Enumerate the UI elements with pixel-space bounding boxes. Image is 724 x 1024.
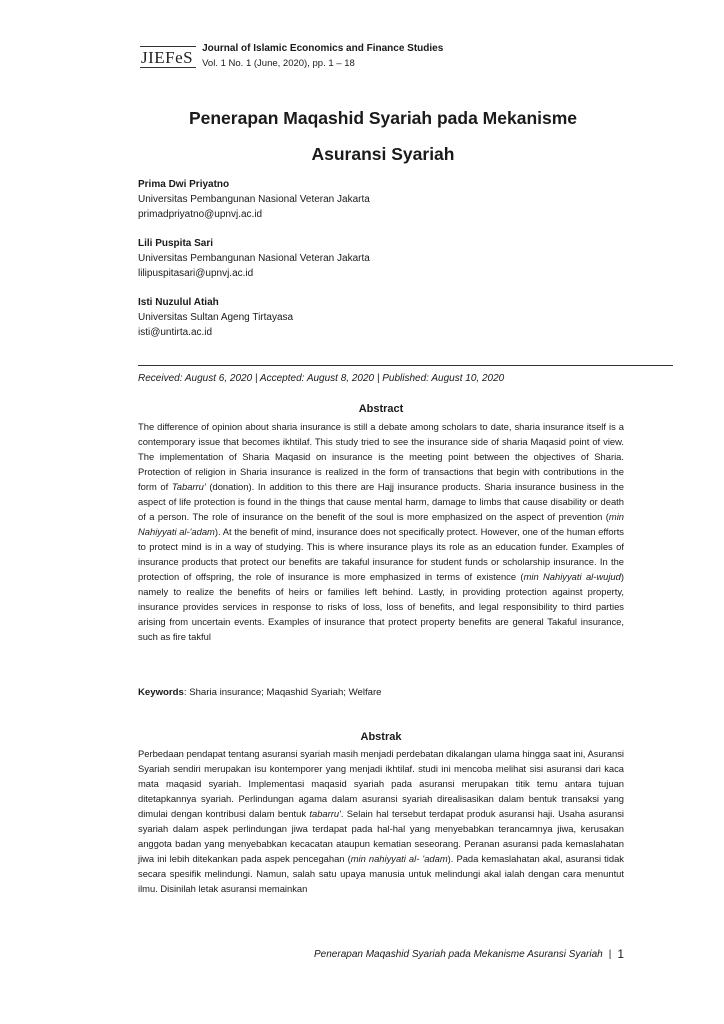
abstract-italic-term: min Nahiyyati al-'adam	[138, 511, 624, 537]
author-affiliation: Universitas Sultan Ageng Tirtayasa	[138, 312, 294, 323]
journal-name: Journal of Islamic Economics and Finance Studies	[202, 43, 444, 54]
author-email: primadpriyatno@upnvj.ac.id	[138, 209, 263, 220]
title-line-2: Asuransi Syariah	[311, 144, 455, 164]
abstract-text-part: ) namely to realize the benefits of heirs or families left behind. Lastly, in providing protection against property, insurance provides services in response to risks of loss, loss of benefits, and legal responsibility to third parties arising from uncertain events. Examples of insurance that protect property benefits are general Takaful insurance, such as fire takful	[138, 571, 624, 642]
abstrak-text-part: Perbedaan pendapat tentang asuransi syariah masih menjadi perdebatan dikalangan ulama hingga saat ini, Asuransi Syariah sendiri merupakan isu kontemporer yang menjadi ikhtilaf. studi ini mencoba melihat sisi asuransi dari kaca mata maqasid syariah. Implementasi maqasid syariah pada asuransi merupakan titik temu antara tujuan ditetapkannya syariah. Perlindungan agama dalam asuransi syariah direalisasikan dalam bentuk transaksi yang dimulai dengan kontribusi dalam bentuk	[138, 748, 624, 819]
author-affiliation: Universitas Pembangunan Nasional Veteran Jakarta	[138, 194, 370, 205]
abstract-text-part: The difference of opinion about sharia insurance is still a debate among scholars to date, sharia insurance itself is a contemporary issue that becomes ikhtilaf. This study tried to see the insurance side of sharia Maqasid point of view. The implementation of Sharia Maqasid on insurance is the meeting point between the objectives of Sharia. Protection of religion in Sharia insurance is realized in the form of transactions that begin with contributions in the form of	[138, 421, 624, 492]
keywords-line	[138, 687, 382, 698]
author-name: Prima Dwi Priyatno	[138, 179, 230, 190]
author-email: isti@untirta.ac.id	[138, 327, 213, 338]
journal-volume: Vol. 1 No. 1 (June, 2020), pp. 1 – 18	[202, 58, 355, 69]
abstrak-text	[138, 746, 624, 896]
author-block	[138, 177, 370, 222]
journal-info	[202, 42, 443, 70]
keywords-label: Keywords	[138, 687, 184, 698]
publication-dates: Received: August 6, 2020 | Accepted: August 8, 2020 | Published: August 10, 2020	[138, 373, 505, 384]
title-line-1: Penerapan Maqashid Syariah pada Mekanisme	[188, 108, 578, 128]
abstrak-italic-term: tabarru'	[309, 808, 341, 819]
footer-separator: |	[608, 948, 612, 960]
author-name: Isti Nuzulul Atiah	[138, 297, 219, 308]
journal-header	[140, 42, 443, 70]
keywords-text: : Sharia insurance; Maqashid Syariah; Welfare	[183, 687, 382, 698]
paper-title	[140, 100, 626, 172]
abstract-text-part: ). At the benefit of mind, insurance does not specifically protect. However, one of the human efforts to protect mind is in a way of studying. This is where insurance plays its role as an education funder. Examples of insurance products that protect our benefits are takaful insurance for student funds or scholarship insurance. In the protection of offspring, the role of insurance is more emphasized in terms of existence (	[138, 526, 624, 582]
author-block	[138, 295, 293, 340]
abstract-italic-term: min Nahiyyati al-wujud	[523, 571, 621, 582]
page-footer	[314, 947, 624, 961]
author-affiliation: Universitas Pembangunan Nasional Veteran Jakarta	[138, 253, 370, 264]
abstrak-italic-term: min nahiyyati al- 'adam	[350, 853, 448, 864]
author-block	[138, 236, 370, 281]
abstrak-text-part: ). Pada kemaslahatan akal, asuransi tidak secara spesifik melindungi. Namun, salah satu upaya manusia untuk melindungi akal ialah dengan cara menuntut ilmu. Disinilah letak asuransi memainkan	[138, 853, 624, 894]
abstrak-heading: Abstrak	[360, 731, 402, 743]
abstract-text-part: (donation). In addition to this there are Hajj insurance products. Sharia insurance business in the aspect of life protection is found in the things that cause mental harm, damage to limbs that cause disability or death of a person. The role of insurance on the benefit of the soul is more emphasized on the aspect of prevention (	[138, 481, 624, 522]
journal-logo: JIEFeS	[140, 46, 196, 68]
abstract-italic-term: Tabarru'	[171, 481, 206, 492]
abstrak-text-part: . Selain hal tersebut terdapat produk asuransi haji. Usaha asuransi syariah dalam aspek perlindungan jiwa terdapat pada hal-hal yang menyebabkan terancamnya jiwa, kerusakan anggota badan yang menyebabkan kecacatan ataupun kematian seseorang. Peranan asuransi pada kemaslahatan jiwa ini lebih ditekankan pada aspek pencegahan (	[138, 808, 624, 864]
abstract-heading: Abstract	[358, 403, 404, 415]
running-title: Penerapan Maqashid Syariah pada Mekanisme Asuransi Syariah	[314, 948, 603, 960]
author-email: lilipuspitasari@upnvj.ac.id	[138, 268, 254, 279]
author-name: Lili Puspita Sari	[138, 238, 214, 249]
abstract-text	[138, 419, 624, 644]
page-number: 1	[617, 947, 624, 961]
divider	[138, 365, 673, 366]
